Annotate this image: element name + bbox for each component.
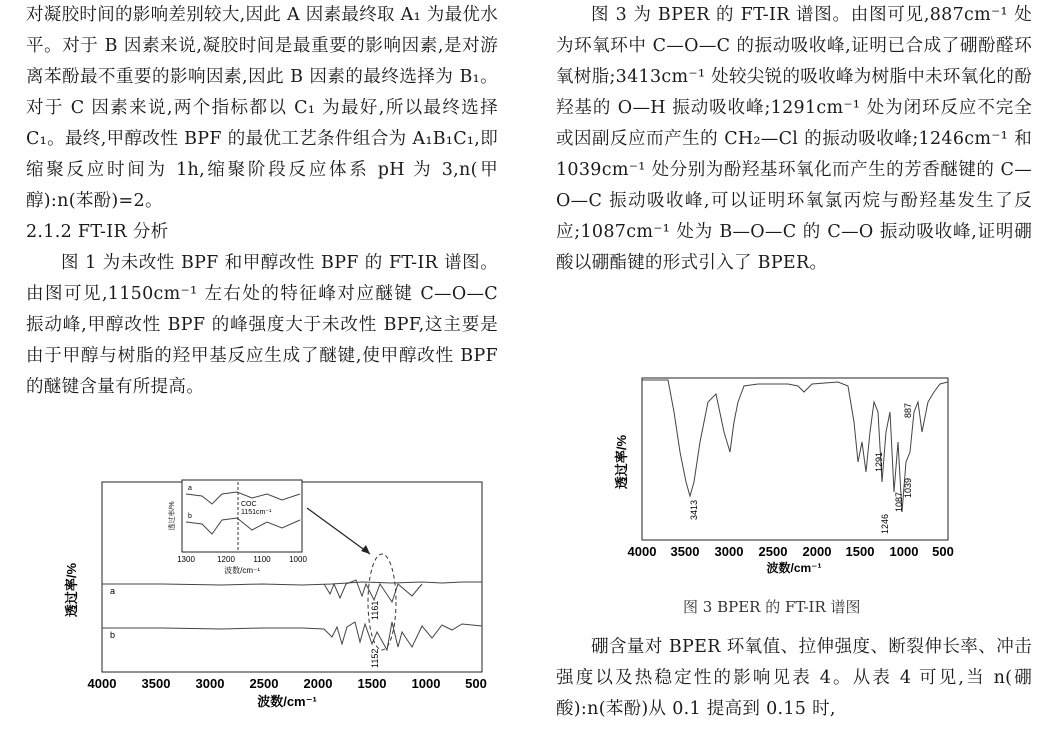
figure-1-plot [62, 472, 502, 722]
fig3-peak: 887 [903, 402, 913, 418]
fig1-xtick: 3000 [195, 676, 225, 691]
fig3-xtick: 2500 [758, 544, 788, 559]
left-paragraph-2: 图 1 为未改性 BPF 和甲醇改性 BPF 的 FT-IR 谱图。由图可见,1150cm⁻¹ 左右处的特征峰对应醚键 C—O—C 振动峰,甲醇改性 BPF 的峰强度大于未改性 BPF,这主要是由于甲醇与树脂的羟甲基反应生成了醚键,使甲醇改性 BPF 的醚键含量有所提高。 [26, 253, 498, 397]
fig1-inset-a: a [188, 485, 192, 492]
fig1-curve-a-label: a [110, 586, 116, 596]
fig1-xtick: 2000 [303, 676, 333, 691]
fig1-ylabel: 透过率/% [64, 562, 79, 618]
fig1-inset-tick: 1200 [217, 555, 235, 564]
fig3-peak: 1291 [874, 451, 884, 472]
right-column [556, 0, 1032, 279]
fig3-xtick: 2000 [802, 544, 832, 559]
fig1-xtick: 1000 [411, 676, 441, 691]
right-paragraph-2: 硼含量对 BPER 环氧值、拉伸强度、断裂伸长率、冲击强度以及热稳定性的影响见表 4。从表 4 可见,当 n(硼酸):n(苯酚)从 0.1 提高到 0.15 时, [556, 637, 1032, 719]
figure-1 [62, 472, 502, 722]
fig3-xlabel: 波数/cm⁻¹ [766, 561, 822, 575]
fig3-xtick: 500 [932, 544, 954, 559]
fig1-inset-frame [182, 480, 302, 552]
section-heading: 2.1.2 FT-IR 分析 [26, 222, 169, 242]
fig3-peak: 1087 [894, 491, 904, 512]
right-column-bottom [556, 632, 1032, 725]
fig1-inset-coc-value: 1151cm⁻¹ [241, 509, 272, 516]
fig3-xtick: 3500 [670, 544, 700, 559]
fig3-frame [642, 378, 948, 540]
fig1-inset-tick: 1300 [177, 555, 195, 564]
fig1-inset-tick: 1000 [289, 555, 307, 564]
fig1-curve-a [102, 582, 482, 585]
fig1-xtick: 1500 [357, 676, 387, 691]
fig3-xtick: 1000 [889, 544, 919, 559]
fig1-peak-b: 1152 [370, 648, 380, 668]
fig1-arrowhead [361, 545, 370, 554]
fig3-ylabel: 透过率/% [614, 434, 629, 490]
fig3-peak: 3413 [689, 499, 699, 520]
left-paragraph-1: 对凝胶时间的影响差别较大,因此 A 因素最终取 A₁ 为最优水平。对于 B 因素来说,凝胶时间是最重要的影响因素,是对游离苯酚最不重要的影响因素,因此 B 因素的最终选择为 B₁。对于 C 因素来说,两个指标都以 C₁ 为最好,所以最终选择 C₁。最终,甲醇改性 BPF 的最优工艺条件组合为 A₁B₁C₁,即缩聚反应时间为 1h,缩聚阶段反应体系 pH 为 3,n(甲醇):n(苯酚)=2。 [26, 5, 498, 211]
figure-3-plot [598, 372, 968, 582]
right-paragraph-1: 图 3 为 BPER 的 FT-IR 谱图。由图可见,887cm⁻¹ 处为环氧环中 C—O—C 的振动吸收峰,证明已合成了硼酚醛环氧树脂;3413cm⁻¹ 处较尖锐的吸收峰为树脂中未环氧化的酚羟基的 O—H 振动吸收峰;1291cm⁻¹ 处为闭环反应不完全或因副反应而产生的 CH₂—Cl 的振动吸收峰;1246cm⁻¹ 和 1039cm⁻¹ 处分别为酚羟基环氧化而产生的芳香醚键的 C—O—C 振动吸收峰,可以证明环氧氯丙烷与酚羟基发生了反应;1087cm⁻¹ 处为 B—O—C 的 C—O 振动吸收峰,证明硼酸以硼酯键的形式引入了 BPER。 [556, 5, 1032, 273]
fig3-xtick: 1500 [845, 544, 875, 559]
fig1-inset-ylabel: 透过率/% [169, 501, 176, 531]
fig1-peak-a: 1161 [370, 600, 380, 620]
fig3-caption: 图 3 BPER 的 FT-IR 谱图 [683, 598, 861, 616]
fig3-xtick: 3000 [714, 544, 744, 559]
fig1-inset-coc: COC [241, 501, 257, 508]
fig1-xtick: 3500 [141, 676, 171, 691]
fig1-inset-b: b [188, 513, 192, 520]
fig1-inset-tick: 1100 [253, 555, 271, 564]
fig1-inset-xlabel: 波数/cm⁻¹ [224, 566, 260, 575]
fig1-curve-b [102, 622, 482, 650]
fig3-peak: 1039 [903, 477, 913, 498]
fig3-xtick: 4000 [627, 544, 657, 559]
fig1-arrow [307, 508, 370, 554]
figure-3 [598, 372, 968, 582]
fig1-xlabel: 波数/cm⁻¹ [257, 694, 317, 709]
fig1-xtick: 2500 [249, 676, 279, 691]
fig1-inset [167, 480, 307, 575]
fig1-xtick: 500 [465, 676, 487, 691]
fig1-xtick: 4000 [87, 676, 117, 691]
left-column [26, 0, 498, 403]
fig1-curve-b-label: b [110, 630, 116, 640]
fig3-peak: 1246 [880, 513, 890, 534]
